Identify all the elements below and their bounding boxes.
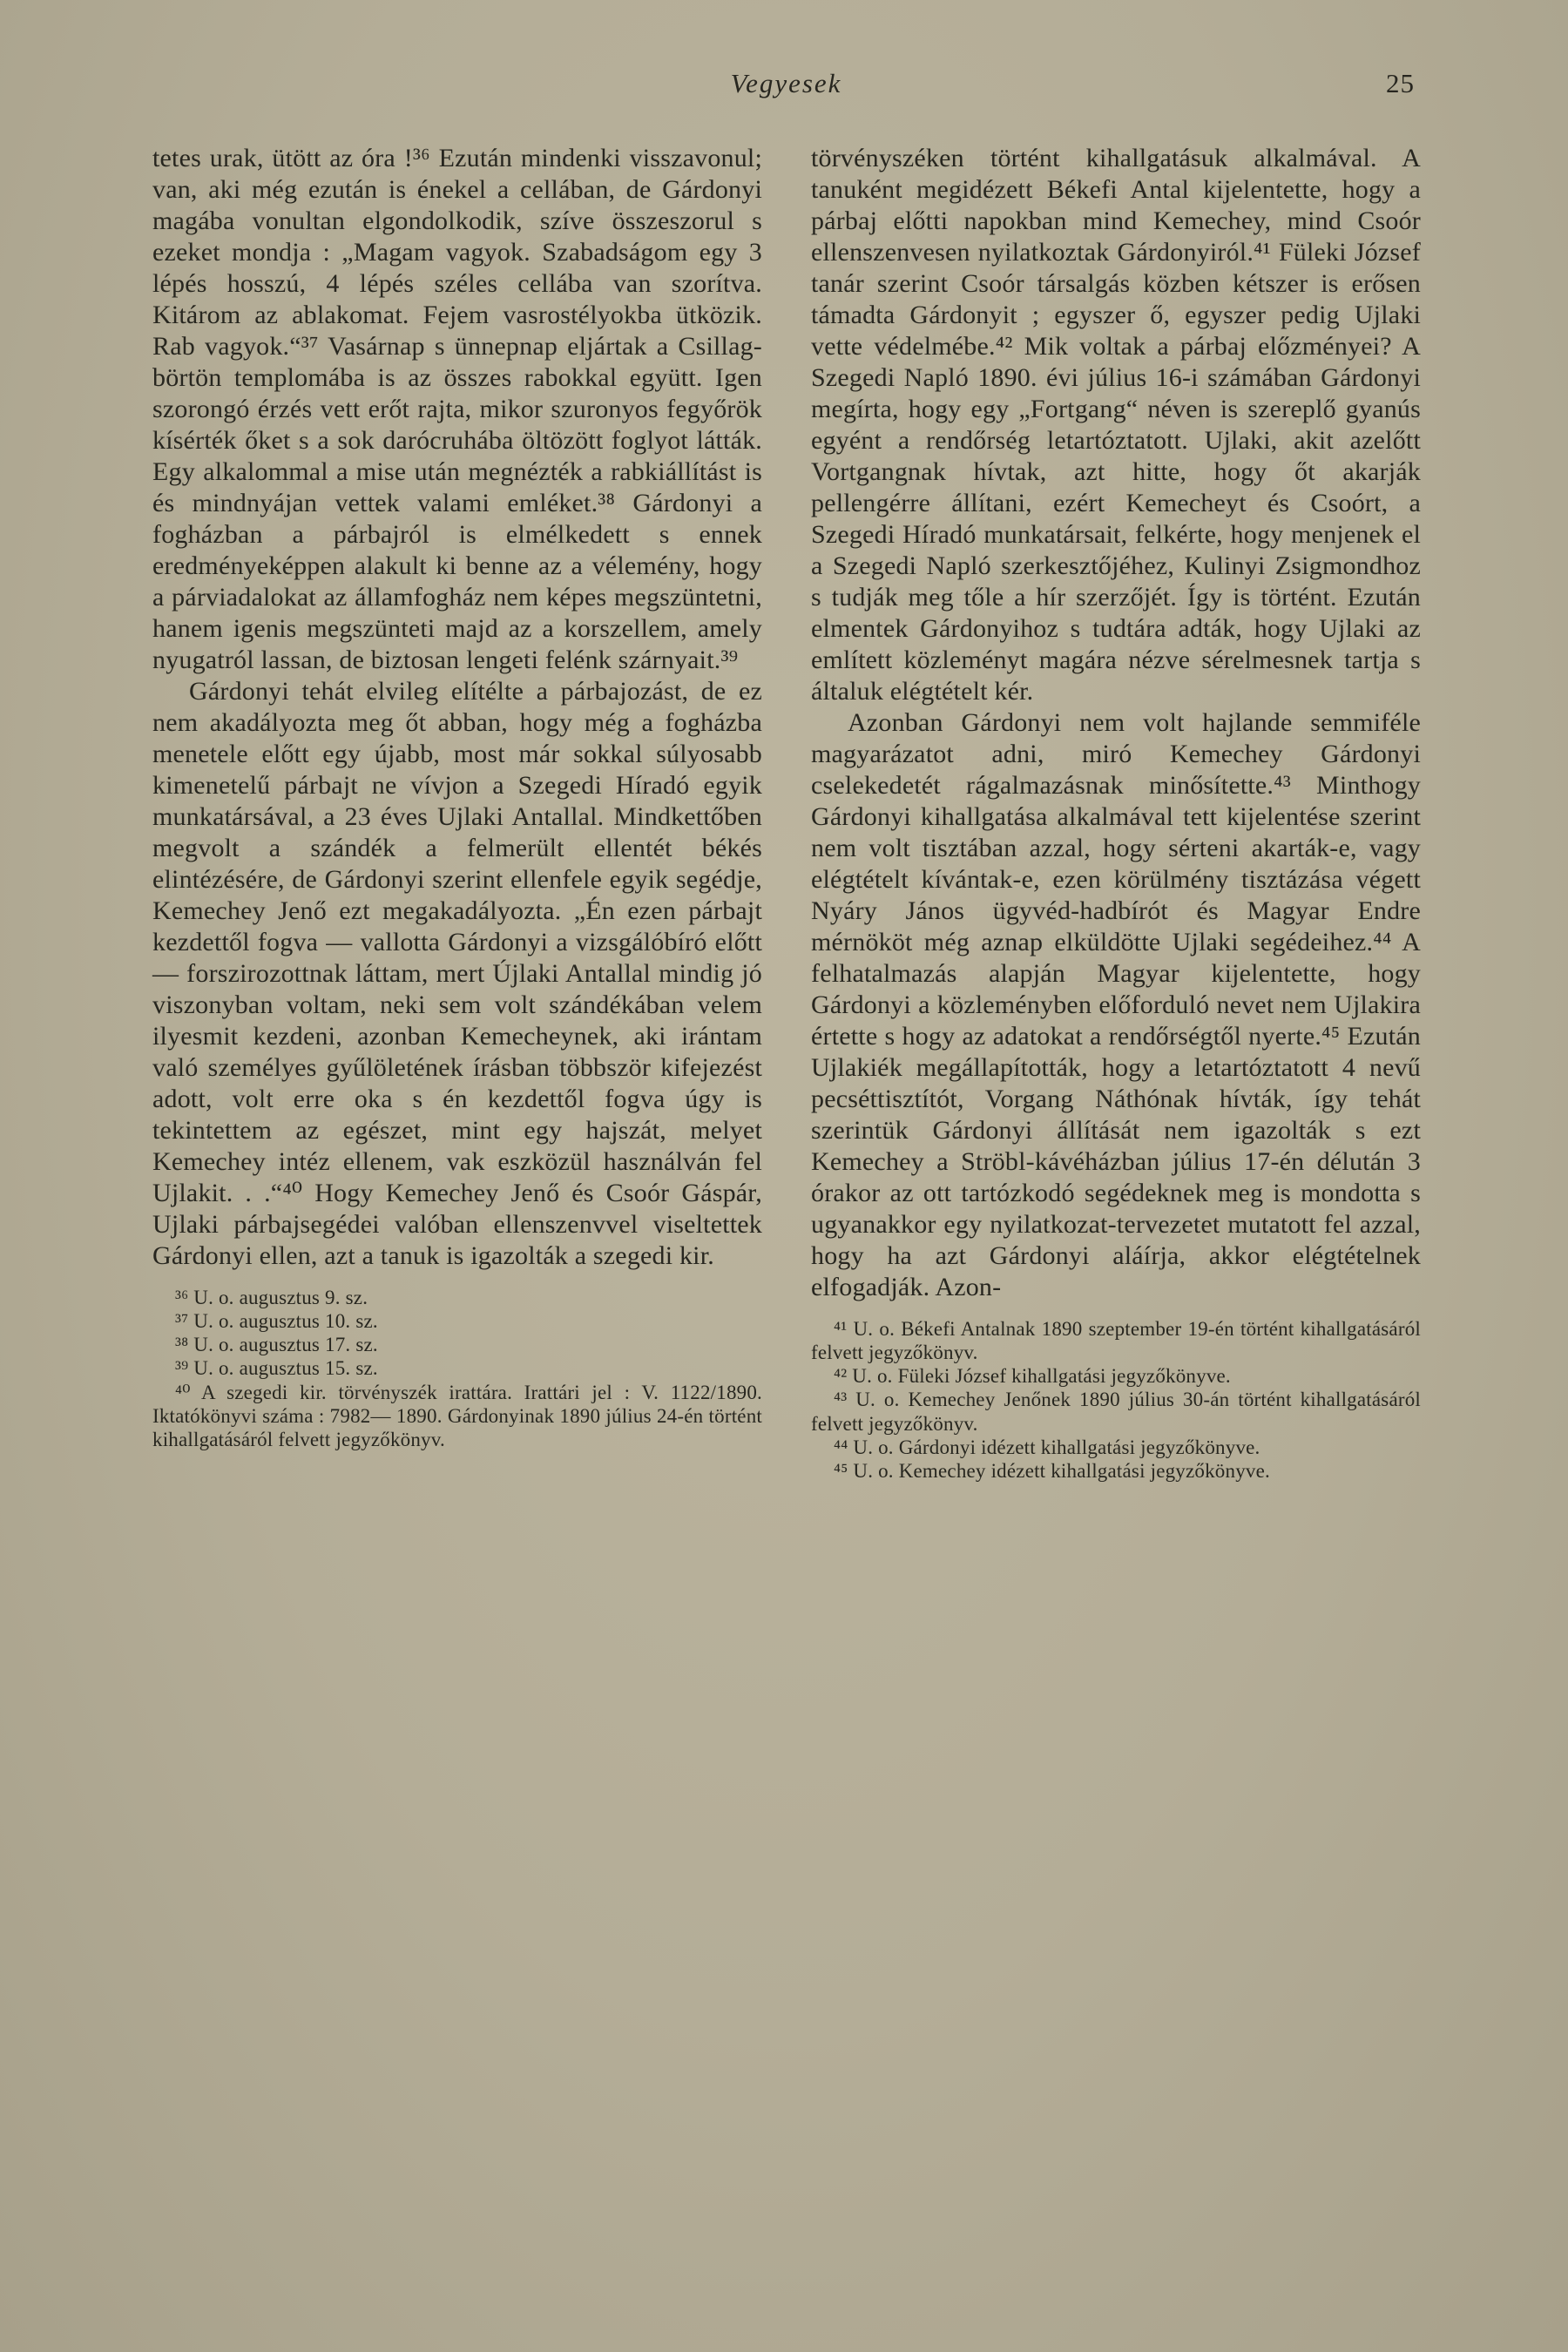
footnote: ³⁶ U. o. augusztus 9. sz. [175, 1287, 368, 1308]
footnote: ⁴⁴ U. o. Gárdonyi idézett kihallgatási jegyzőkönyve. [834, 1436, 1260, 1458]
footnote: ⁴² U. o. Füleki József kihallgatási jegyzőkönyve. [834, 1365, 1231, 1388]
body-paragraph: törvényszéken történt kihallgatásuk alkalmával. A tanuként megidézett Békefi Antal kijelentette, hogy a párbaj előtti napokban mind Kemechey, mind Csoór ellenszenvesen nyilatkoztak Gárdonyiról.⁴¹ Füleki József tanár szerint Csoór társalgás közben kétszer is erősen támadta Gárdonyit ; egyszer ő, egyszer pedig Ujlaki vette védelmébe.⁴² Mik voltak a párbaj előzményei? A Szegedi Napló 1890. évi július 16-i számában Gárdonyi megírta, hogy egy „Fortgang“ néven is szereplő gyanús egyént a rendőrség letartóztatott. Ujlaki, akit azelőtt Vortgangnak hívtak, azt hitte, hogy őt akarják pellengérre állítani, ezért Kemecheyt és Csoórt, a Szegedi Híradó munkatársait, felkérte, hogy menjenek el a Szegedi Napló szerkesztőjéhez, Kulinyi Zsigmondhoz s tudják meg tőle a hír szerzőjét. Így is történt. Ezután elmentek Gárdonyihoz s tudtára adták, hogy Ujlaki az említett közleményt magára nézve sérelmesnek tartja s általuk elégtételt kér. [811, 144, 1421, 706]
footnotes-left [152, 1286, 762, 1451]
page-number: 25 [1386, 68, 1415, 98]
page-header-title: Vegyesek [730, 68, 842, 98]
page-header [152, 68, 1420, 112]
body-paragraph: tetes urak, ütött az óra !³⁶ Ezután mindenki visszavonul; van, aki még ezután is énekel a cellában, de Gárdonyi magába vonultan elgondolkodik, szíve összeszorul s ezeket mondja : „Magam vagyok. Szabadságom egy 3 lépés hosszú, 4 lépés széles cellába van szorítva. Kitárom az ablakomat. Fejem vasrostélyokba ütközik. Rab vagyok.“³⁷ Vasárnap s ünnepnap eljártak a Csillag-börtön templomába is az összes rabokkal együtt. Igen szorongó érzés vett erőt rajta, mikor szuronyos fegyőrök kísérték őket s a sok darócruhába öltözött foglyot látták. Egy alkalommal a mise után megnézték a rabkiállítást is és mindnyájan vettek valami emléket.³⁸ Gárdonyi a fogházban a párbajról is elmélkedett s ennek eredményeképpen alakult ki benne az a vélemény, hogy a párviadalokat az államfogház nem képes megszüntetni, hanem igenis megszünteti majd az a korszellem, amely nyugatról lassan, de biztosan lengeti felénk szárnyait.³⁹ [152, 144, 762, 674]
footnote: ⁴¹ U. o. Békefi Antalnak 1890 szeptember 19-én történt kihallgatásáról felvett jegyzőkönyv. [811, 1318, 1421, 1364]
footnote: ³⁹ U. o. augusztus 15. sz. [175, 1357, 378, 1380]
left-column [152, 143, 762, 1483]
body-paragraph: Gárdonyi tehát elvileg elítélte a párbajozást, de ez nem akadályozta meg őt abban, hogy még a fogházba menetele előtt egy újabb, most már sokkal súlyosabb kimenetelű párbajt ne vívjon a Szegedi Híradó egyik munkatársával, a 23 éves Ujlaki Antallal. Mindkettőben megvolt a szándék a felmerült ellentét békés elintézésére, de Gárdonyi szerint ellenfele egyik segédje, Kemechey Jenő ezt megakadályozta. „Én ezen párbajt kezdettől fogva — vallotta Gárdonyi a vizsgálóbíró előtt — forszirozottnak láttam, mert Újlaki Antallal mindig jó viszonyban voltam, neki sem volt szándékában velem ilyesmit kezdeni, azonban Kemecheynek, aki irántam való személyes gyűlöletének írásban többször kifejezést adott, volt erre oka s én kezdettől fogva úgy is tekintettem az egészet, mint egy hajszát, melyet Kemechey intéz ellenem, vak eszközül használván fel Ujlakit. . .“⁴⁰ Hogy Kemechey Jenő és Csoór Gáspár, Ujlaki párbajsegédei valóban ellenszenvvel viseltettek Gárdonyi ellen, azt a tanuk is igazolták a szegedi kir. [152, 677, 762, 1270]
footnote: ⁴³ U. o. Kemechey Jenőnek 1890 július 30-án történt kihallgatásáról felvett jegyzőkönyv. [811, 1389, 1421, 1435]
body-paragraph: Azonban Gárdonyi nem volt hajlande semmiféle magyarázatot adni, miró Kemechey Gárdonyi cselekedetét rágalmazásnak minősítette.⁴³ Minthogy Gárdonyi kihallgatása alkalmával tett kijelentése szerint nem volt tisztában azzal, hogy sérteni akarták-e, vagy elégtételt kívántak-e, ezen körülmény tisztázása végett Nyáry János ügyvéd-hadbírót és Magyar Endre mérnököt még aznap elküldötte Ujlaki segédeihez.⁴⁴ A felhatalmazás alapján Magyar kijelentette, hogy Gárdonyi a közleményben előforduló nevet nem Ujlakira értette s hogy az adatokat a rendőrségtől nyerte.⁴⁵ Ezután Ujlakiék megállapították, hogy a letartóztatott 4 nevű pecséttisztítót, Vorgang Náthónak hívták, így tehát szerintük Gárdonyi állítását nem igazolták s ezt Kemechey a Ströbl-kávéházban július 17-én délután 3 órakor az ott tartózkodó segédeknek meg is mondotta s ugyanakkor egy nyilatkozat-tervezetet mutatott fel azzal, hogy ha azt Gárdonyi aláírja, akkor elégtételnek elfogadják. Azon- [811, 708, 1421, 1301]
text-columns [152, 143, 1420, 1483]
footnotes-right [811, 1317, 1421, 1483]
footnote: ³⁸ U. o. augusztus 17. sz. [175, 1334, 378, 1356]
footnote: ³⁷ U. o. augusztus 10. sz. [175, 1310, 378, 1333]
right-column [811, 143, 1421, 1483]
footnote: ⁴⁵ U. o. Kemechey idézett kihallgatási jegyzőkönyve. [834, 1459, 1270, 1482]
footnote: ⁴⁰ A szegedi kir. törvényszék irattára. Irattári jel : V. 1122/1890. Iktatókönyvi száma : 7982— 1890. Gárdonyinak 1890 július 24-én történt kihallgatásáról felvett jegyzőkönyv. [152, 1381, 762, 1450]
